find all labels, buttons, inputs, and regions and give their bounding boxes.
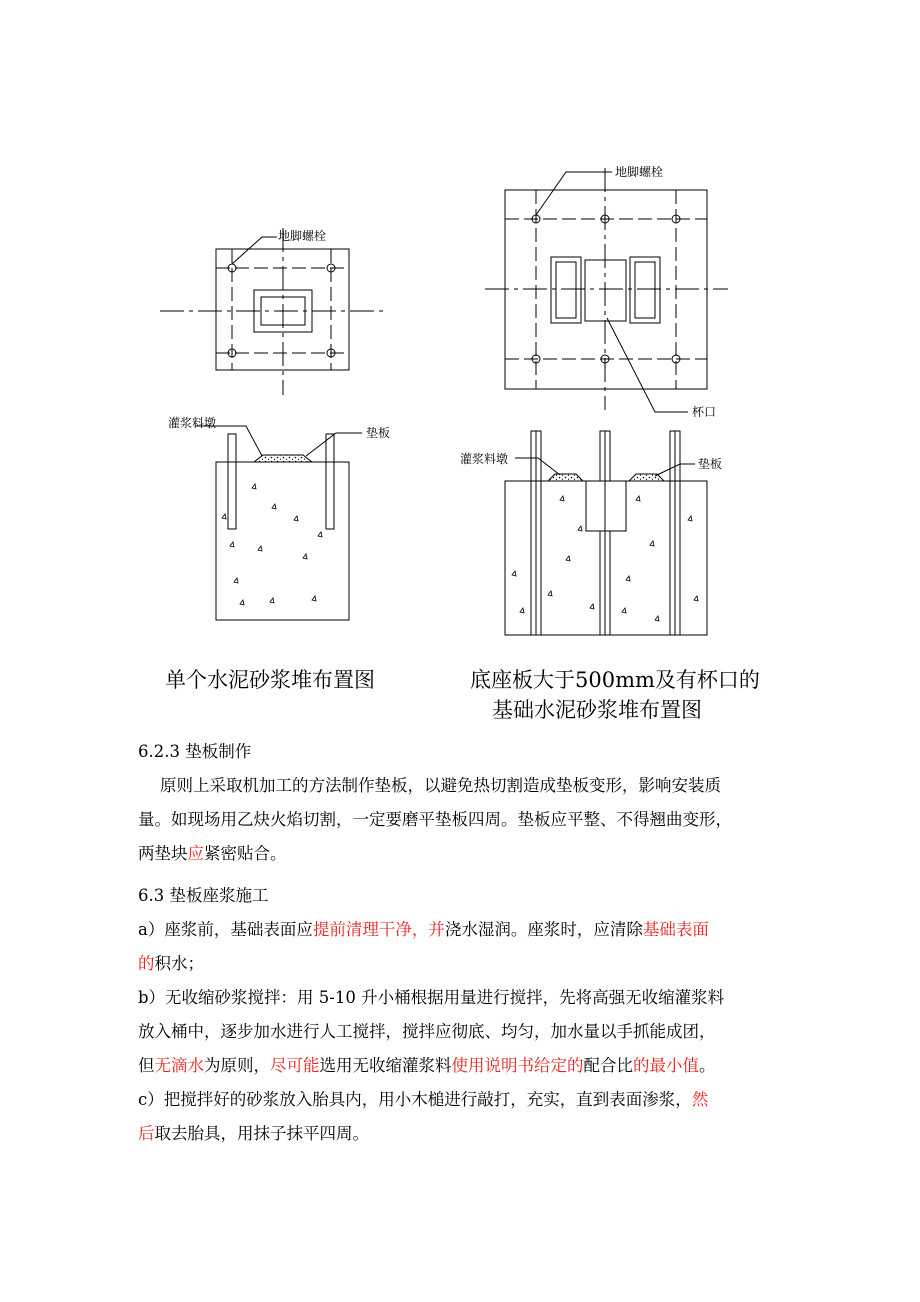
caption-right-line2: 基础水泥砂浆堆布置图 xyxy=(492,698,702,722)
left-section-view xyxy=(195,426,362,620)
cup-label: 杯口 xyxy=(692,405,717,419)
section-6-2-3 xyxy=(138,735,783,871)
anchor-bolt-label-right: 地脚螺栓 xyxy=(615,165,664,179)
caption-right-line1: 底座板大于500mm及有杯口的 xyxy=(470,668,760,692)
caption-left: 单个水泥砂浆堆布置图 xyxy=(165,668,375,692)
paragraph-line: 量。如现场用乙炔火焰切割，一定要磨平垫板四周。垫板应平整、不得翘曲变形， xyxy=(138,810,732,829)
paragraph-line: 原则上采取机加工的方法制作垫板，以避免热切割造成垫板变形，影响安装质 xyxy=(160,776,721,795)
item-b-line2: 放入桶中，逐步加水进行人工搅拌，搅拌应彻底、均匀，加水量以手抓能成团， xyxy=(138,1022,716,1041)
item-a-line2: 的积水； xyxy=(138,954,204,973)
left-plan-view xyxy=(160,228,385,395)
shim-label-left: 垫板 xyxy=(366,426,391,440)
shim-label-right: 垫板 xyxy=(698,457,723,471)
item-b-line3: 但无滴水为原则，尽可能选用无收缩灌浆料使用说明书给定的配合比的最小值。 xyxy=(138,1056,716,1075)
right-section-view xyxy=(505,431,707,635)
anchor-bolt-label-left: 地脚螺栓 xyxy=(278,229,327,243)
section-heading-6-2-3: 6.2.3 垫板制作 xyxy=(138,742,252,761)
paragraph-line: 两垫块应紧密贴合。 xyxy=(138,844,287,863)
section-6-3 xyxy=(138,879,783,1151)
right-plan-view xyxy=(485,168,728,412)
grout-pier-label-left: 灌浆料墩 xyxy=(168,416,217,430)
item-a-line1: a）座浆前，基础表面应提前清理干净，并浇水湿润。座浆时，应清除基础表面 xyxy=(138,920,709,939)
grout-pier-label-right: 灌浆料墩 xyxy=(460,452,509,466)
item-c-line1: c）把搅拌好的砂浆放入胎具内，用小木槌进行敲打，充实，直到表面渗浆，然 xyxy=(138,1090,709,1109)
item-c-line2: 后取去胎具，用抹子抹平四周。 xyxy=(138,1124,369,1143)
item-b-line1: b）无收缩砂浆搅拌：用 5-10 升小桶根据用量进行搅拌，先将高强无收缩灌浆料 xyxy=(138,988,725,1007)
section-heading-6-3: 6.3 垫板座浆施工 xyxy=(138,886,269,905)
